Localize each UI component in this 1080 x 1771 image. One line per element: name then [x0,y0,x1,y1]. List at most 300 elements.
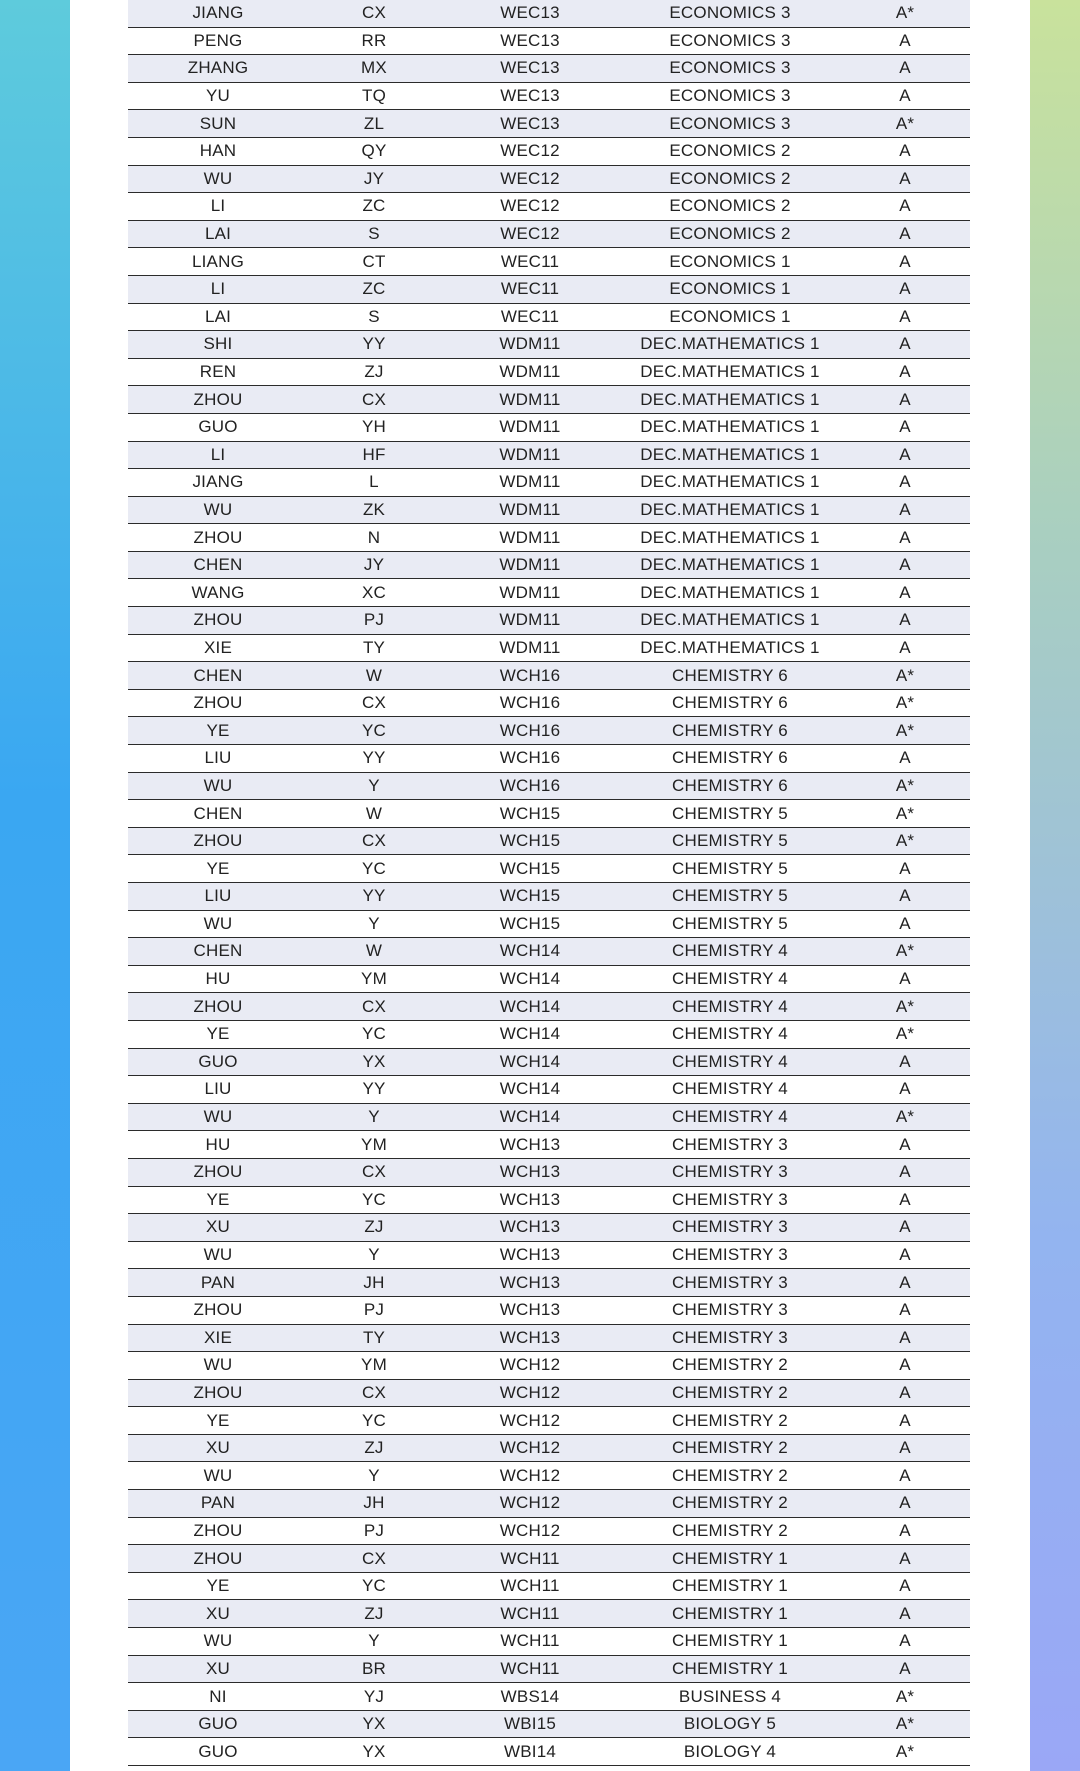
subject-cell: CHEMISTRY 3 [620,1214,840,1242]
subject-cell: DEC.MATHEMATICS 1 [620,386,840,414]
surname-cell: LI [128,275,308,303]
grade-cell: A [840,413,970,441]
initials-cell: YC [308,1020,440,1048]
grade-cell: A [840,220,970,248]
table-row [128,55,970,83]
surname-cell: WANG [128,579,308,607]
unit-code-cell: WCH13 [440,1131,620,1159]
subject-cell: ECONOMICS 3 [620,27,840,55]
initials-cell: YM [308,1131,440,1159]
surname-cell: JIANG [128,0,308,27]
surname-cell: WU [128,1352,308,1380]
initials-cell: YY [308,745,440,773]
surname-cell: ZHOU [128,1517,308,1545]
initials-cell: YY [308,331,440,359]
subject-cell: CHEMISTRY 3 [620,1269,840,1297]
unit-code-cell: WEC12 [440,220,620,248]
subject-cell: CHEMISTRY 6 [620,772,840,800]
subject-cell: CHEMISTRY 1 [620,1545,840,1573]
subject-cell: ECONOMICS 3 [620,55,840,83]
unit-code-cell: WEC13 [440,55,620,83]
initials-cell: YC [308,717,440,745]
grade-cell: A [840,358,970,386]
surname-cell: LI [128,193,308,221]
grade-cell: A [840,303,970,331]
subject-cell: ECONOMICS 1 [620,248,840,276]
surname-cell: ZHOU [128,993,308,1021]
unit-code-cell: WCH14 [440,938,620,966]
initials-cell: Y [308,1462,440,1490]
unit-code-cell: WCH12 [440,1434,620,1462]
unit-code-cell: WCH15 [440,883,620,911]
grade-cell: A [840,441,970,469]
grade-cell: A [840,1048,970,1076]
subject-cell: DEC.MATHEMATICS 1 [620,331,840,359]
subject-cell: ECONOMICS 3 [620,82,840,110]
grade-cell: A [840,275,970,303]
table-row [128,165,970,193]
unit-code-cell: WDM11 [440,551,620,579]
unit-code-cell: WCH16 [440,662,620,690]
surname-cell: YE [128,1186,308,1214]
subject-cell: CHEMISTRY 1 [620,1600,840,1628]
subject-cell: DEC.MATHEMATICS 1 [620,469,840,497]
unit-code-cell: WCH11 [440,1655,620,1683]
table-row [128,689,970,717]
surname-cell: LI [128,441,308,469]
surname-cell: REN [128,358,308,386]
subject-cell: ECONOMICS 2 [620,165,840,193]
subject-cell: BIOLOGY 4 [620,1738,840,1766]
table-row [128,634,970,662]
subject-cell: CHEMISTRY 4 [620,1020,840,1048]
table-row [128,524,970,552]
table-row [128,1738,970,1766]
subject-cell: CHEMISTRY 5 [620,827,840,855]
unit-code-cell: WCH15 [440,910,620,938]
surname-cell: XIE [128,634,308,662]
subject-cell: CHEMISTRY 6 [620,689,840,717]
grade-cell: A [840,1490,970,1518]
grade-cell: A [840,1241,970,1269]
grade-cell: A [840,745,970,773]
grade-cell: A [840,1186,970,1214]
surname-cell: WU [128,165,308,193]
initials-cell: CX [308,1158,440,1186]
subject-cell: CHEMISTRY 6 [620,662,840,690]
initials-cell: QY [308,137,440,165]
subject-cell: CHEMISTRY 4 [620,993,840,1021]
unit-code-cell: WCH13 [440,1269,620,1297]
subject-cell: ECONOMICS 3 [620,110,840,138]
grade-cell: A [840,331,970,359]
table-row [128,469,970,497]
subject-cell: CHEMISTRY 3 [620,1324,840,1352]
table-row [128,745,970,773]
table-row [128,1241,970,1269]
surname-cell: YE [128,855,308,883]
initials-cell: ZJ [308,358,440,386]
subject-cell: ECONOMICS 3 [620,0,840,27]
table-row [128,1490,970,1518]
unit-code-cell: WEC13 [440,0,620,27]
unit-code-cell: WCH16 [440,745,620,773]
surname-cell: CHEN [128,938,308,966]
initials-cell: JY [308,551,440,579]
grade-cell: A [840,82,970,110]
surname-cell: LIU [128,1076,308,1104]
initials-cell: YY [308,883,440,911]
surname-cell: ZHOU [128,1158,308,1186]
subject-cell: DEC.MATHEMATICS 1 [620,524,840,552]
unit-code-cell: WCH14 [440,1020,620,1048]
surname-cell: SHI [128,331,308,359]
table-row [128,386,970,414]
surname-cell: GUO [128,413,308,441]
grade-cell: A* [840,1103,970,1131]
surname-cell: ZHOU [128,1296,308,1324]
unit-code-cell: WDM11 [440,607,620,635]
initials-cell: N [308,524,440,552]
surname-cell: XU [128,1434,308,1462]
subject-cell: ECONOMICS 2 [620,137,840,165]
table-row [128,275,970,303]
results-table [128,0,970,1766]
subject-cell: ECONOMICS 2 [620,193,840,221]
unit-code-cell: WDM11 [440,634,620,662]
initials-cell: W [308,938,440,966]
unit-code-cell: WCH12 [440,1462,620,1490]
unit-code-cell: WEC13 [440,110,620,138]
grade-cell: A [840,551,970,579]
table-row [128,413,970,441]
table-row [128,137,970,165]
subject-cell: CHEMISTRY 3 [620,1186,840,1214]
subject-cell: CHEMISTRY 4 [620,938,840,966]
surname-cell: HU [128,1131,308,1159]
surname-cell: HU [128,965,308,993]
table-row [128,358,970,386]
table-row [128,1572,970,1600]
grade-cell: A [840,607,970,635]
grade-cell: A* [840,938,970,966]
initials-cell: YC [308,1572,440,1600]
grade-cell: A [840,193,970,221]
initials-cell: YM [308,965,440,993]
subject-cell: CHEMISTRY 4 [620,1076,840,1104]
initials-cell: YC [308,1186,440,1214]
initials-cell: TY [308,1324,440,1352]
table-row [128,1628,970,1656]
unit-code-cell: WCH13 [440,1241,620,1269]
table-row [128,1186,970,1214]
table-row [128,496,970,524]
surname-cell: ZHOU [128,607,308,635]
grade-cell: A [840,165,970,193]
unit-code-cell: WCH12 [440,1352,620,1380]
table-row [128,1214,970,1242]
initials-cell: JH [308,1269,440,1297]
initials-cell: YC [308,1407,440,1435]
subject-cell: CHEMISTRY 4 [620,965,840,993]
table-row [128,1296,970,1324]
grade-cell: A* [840,1020,970,1048]
document-page [70,0,1030,1771]
grade-cell: A [840,1269,970,1297]
subject-cell: DEC.MATHEMATICS 1 [620,358,840,386]
unit-code-cell: WEC12 [440,137,620,165]
surname-cell: WU [128,1462,308,1490]
initials-cell: CX [308,386,440,414]
surname-cell: ZHOU [128,689,308,717]
unit-code-cell: WCH12 [440,1490,620,1518]
surname-cell: YE [128,1572,308,1600]
grade-cell: A [840,883,970,911]
grade-cell: A [840,855,970,883]
table-row [128,662,970,690]
subject-cell: DEC.MATHEMATICS 1 [620,551,840,579]
initials-cell: YJ [308,1683,440,1711]
unit-code-cell: WCH16 [440,772,620,800]
table-row [128,1434,970,1462]
initials-cell: PJ [308,1517,440,1545]
subject-cell: CHEMISTRY 6 [620,745,840,773]
subject-cell: ECONOMICS 1 [620,275,840,303]
table-row [128,1076,970,1104]
table-row [128,1379,970,1407]
table-row [128,1545,970,1573]
table-row [128,1048,970,1076]
subject-cell: ECONOMICS 1 [620,303,840,331]
unit-code-cell: WDM11 [440,441,620,469]
surname-cell: LIU [128,745,308,773]
unit-code-cell: WCH11 [440,1545,620,1573]
surname-cell: XU [128,1655,308,1683]
unit-code-cell: WBS14 [440,1683,620,1711]
subject-cell: CHEMISTRY 2 [620,1462,840,1490]
grade-cell: A [840,1158,970,1186]
subject-cell: BIOLOGY 5 [620,1710,840,1738]
table-row [128,441,970,469]
results-table-body [128,0,970,1766]
initials-cell: XC [308,579,440,607]
unit-code-cell: WCH14 [440,993,620,1021]
subject-cell: CHEMISTRY 5 [620,855,840,883]
surname-cell: CHEN [128,662,308,690]
table-row [128,772,970,800]
initials-cell: CX [308,1545,440,1573]
table-row [128,1269,970,1297]
grade-cell: A [840,1352,970,1380]
unit-code-cell: WCH11 [440,1628,620,1656]
surname-cell: ZHOU [128,1545,308,1573]
grade-cell: A [840,1407,970,1435]
table-row [128,827,970,855]
surname-cell: NI [128,1683,308,1711]
surname-cell: LIU [128,883,308,911]
surname-cell: YE [128,1407,308,1435]
table-row [128,248,970,276]
surname-cell: LIANG [128,248,308,276]
subject-cell: CHEMISTRY 2 [620,1490,840,1518]
unit-code-cell: WCH12 [440,1407,620,1435]
grade-cell: A [840,1462,970,1490]
grade-cell: A [840,634,970,662]
unit-code-cell: WEC12 [440,193,620,221]
surname-cell: XU [128,1600,308,1628]
grade-cell: A [840,1324,970,1352]
surname-cell: ZHANG [128,55,308,83]
grade-cell: A [840,1379,970,1407]
unit-code-cell: WCH11 [440,1600,620,1628]
unit-code-cell: WDM11 [440,469,620,497]
initials-cell: YX [308,1710,440,1738]
initials-cell: L [308,469,440,497]
table-row [128,1352,970,1380]
initials-cell: Y [308,772,440,800]
unit-code-cell: WDM11 [440,331,620,359]
grade-cell: A [840,1131,970,1159]
initials-cell: RR [308,27,440,55]
table-row [128,1131,970,1159]
grade-cell: A* [840,1683,970,1711]
unit-code-cell: WCH13 [440,1324,620,1352]
initials-cell: ZJ [308,1434,440,1462]
grade-cell: A* [840,717,970,745]
surname-cell: LAI [128,303,308,331]
subject-cell: DEC.MATHEMATICS 1 [620,413,840,441]
surname-cell: LAI [128,220,308,248]
unit-code-cell: WEC11 [440,248,620,276]
initials-cell: TQ [308,82,440,110]
grade-cell: A [840,524,970,552]
initials-cell: Y [308,1628,440,1656]
grade-cell: A* [840,689,970,717]
table-row [128,993,970,1021]
subject-cell: DEC.MATHEMATICS 1 [620,634,840,662]
unit-code-cell: WEC12 [440,165,620,193]
table-row [128,303,970,331]
initials-cell: PJ [308,607,440,635]
surname-cell: WU [128,496,308,524]
surname-cell: SUN [128,110,308,138]
grade-cell: A* [840,993,970,1021]
unit-code-cell: WCH16 [440,717,620,745]
unit-code-cell: WCH12 [440,1517,620,1545]
table-row [128,331,970,359]
grade-cell: A* [840,110,970,138]
unit-code-cell: WDM11 [440,579,620,607]
table-row [128,27,970,55]
unit-code-cell: WDM11 [440,358,620,386]
initials-cell: TY [308,634,440,662]
unit-code-cell: WEC11 [440,303,620,331]
subject-cell: CHEMISTRY 5 [620,883,840,911]
subject-cell: CHEMISTRY 2 [620,1434,840,1462]
initials-cell: CX [308,827,440,855]
initials-cell: CT [308,248,440,276]
subject-cell: DEC.MATHEMATICS 1 [620,579,840,607]
table-row [128,965,970,993]
unit-code-cell: WEC11 [440,275,620,303]
unit-code-cell: WCH13 [440,1158,620,1186]
surname-cell: CHEN [128,800,308,828]
subject-cell: CHEMISTRY 1 [620,1572,840,1600]
initials-cell: Y [308,1103,440,1131]
initials-cell: JY [308,165,440,193]
table-row [128,579,970,607]
surname-cell: GUO [128,1738,308,1766]
subject-cell: CHEMISTRY 5 [620,800,840,828]
table-row [128,1462,970,1490]
surname-cell: ZHOU [128,386,308,414]
initials-cell: S [308,303,440,331]
initials-cell: HF [308,441,440,469]
surname-cell: WU [128,772,308,800]
surname-cell: HAN [128,137,308,165]
unit-code-cell: WDM11 [440,386,620,414]
unit-code-cell: WCH15 [440,827,620,855]
subject-cell: CHEMISTRY 1 [620,1628,840,1656]
table-row [128,883,970,911]
initials-cell: BR [308,1655,440,1683]
grade-cell: A [840,469,970,497]
table-row [128,0,970,27]
grade-cell: A [840,579,970,607]
grade-cell: A [840,1628,970,1656]
grade-cell: A [840,1434,970,1462]
unit-code-cell: WCH11 [440,1572,620,1600]
subject-cell: CHEMISTRY 5 [620,910,840,938]
initials-cell: CX [308,993,440,1021]
surname-cell: WU [128,1103,308,1131]
subject-cell: DEC.MATHEMATICS 1 [620,496,840,524]
grade-cell: A [840,965,970,993]
unit-code-cell: WDM11 [440,413,620,441]
initials-cell: ZC [308,275,440,303]
subject-cell: DEC.MATHEMATICS 1 [620,607,840,635]
unit-code-cell: WCH13 [440,1296,620,1324]
surname-cell: ZHOU [128,827,308,855]
initials-cell: YY [308,1076,440,1104]
grade-cell: A [840,1076,970,1104]
table-row [128,717,970,745]
grade-cell: A [840,1296,970,1324]
initials-cell: ZC [308,193,440,221]
initials-cell: PJ [308,1296,440,1324]
table-row [128,1103,970,1131]
grade-cell: A* [840,827,970,855]
unit-code-cell: WCH14 [440,1103,620,1131]
grade-cell: A [840,386,970,414]
unit-code-cell: WCH16 [440,689,620,717]
surname-cell: PAN [128,1490,308,1518]
surname-cell: WU [128,1628,308,1656]
table-row [128,1020,970,1048]
grade-cell: A [840,1572,970,1600]
subject-cell: DEC.MATHEMATICS 1 [620,441,840,469]
grade-cell: A* [840,0,970,27]
grade-cell: A [840,1600,970,1628]
subject-cell: CHEMISTRY 4 [620,1103,840,1131]
initials-cell: CX [308,689,440,717]
table-row [128,110,970,138]
subject-cell: CHEMISTRY 2 [620,1352,840,1380]
initials-cell: S [308,220,440,248]
subject-cell: CHEMISTRY 3 [620,1296,840,1324]
grade-cell: A* [840,800,970,828]
table-row [128,1407,970,1435]
